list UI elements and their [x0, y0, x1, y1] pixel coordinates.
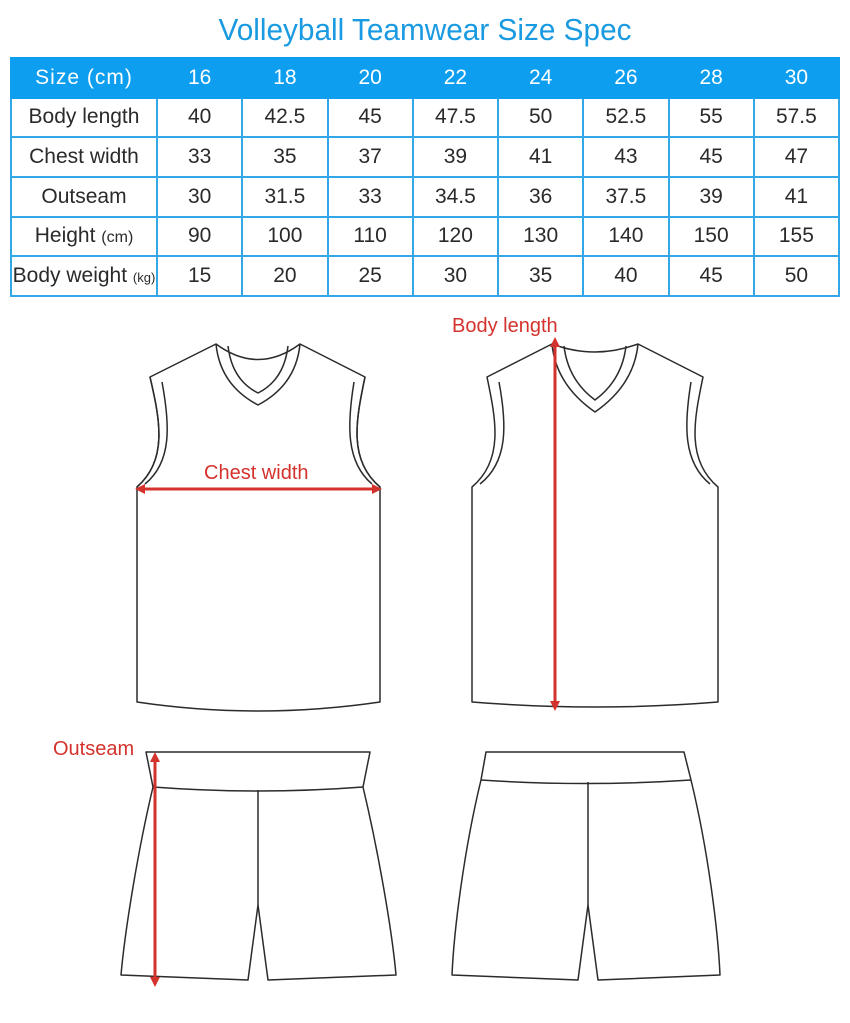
header-size: 22	[413, 58, 498, 98]
table-row	[11, 177, 839, 217]
row-label: Chest width	[11, 137, 157, 177]
row-label: Outseam	[11, 177, 157, 217]
table-cell: 52.5	[583, 98, 668, 138]
shorts-front	[121, 752, 396, 980]
garment-diagram	[0, 300, 850, 1023]
table-cell: 37.5	[583, 177, 668, 217]
outseam-label: Outseam	[53, 738, 135, 760]
header-size: 30	[754, 58, 839, 98]
table-cell: 140	[583, 217, 668, 257]
size-spec-table	[10, 57, 840, 297]
table-header-row	[11, 58, 839, 98]
table-row	[11, 256, 839, 296]
table-cell: 30	[413, 256, 498, 296]
table-cell: 41	[498, 137, 583, 177]
shorts-back	[452, 752, 720, 980]
header-size: 26	[583, 58, 668, 98]
header-size-label: Size (cm)	[11, 58, 157, 98]
table-cell: 43	[583, 137, 668, 177]
table-cell: 55	[669, 98, 754, 138]
header-size: 28	[669, 58, 754, 98]
row-label: Height (cm)	[11, 217, 157, 257]
table-cell: 35	[498, 256, 583, 296]
table-cell: 155	[754, 217, 839, 257]
table-cell: 15	[157, 256, 242, 296]
jersey-front	[137, 344, 380, 711]
table-cell: 45	[669, 137, 754, 177]
table-cell: 36	[498, 177, 583, 217]
table-row	[11, 217, 839, 257]
table-cell: 45	[669, 256, 754, 296]
table-cell: 57.5	[754, 98, 839, 138]
table-cell: 130	[498, 217, 583, 257]
table-cell: 50	[754, 256, 839, 296]
table-cell: 90	[157, 217, 242, 257]
body-length-label: Body length	[452, 315, 558, 337]
header-size: 24	[498, 58, 583, 98]
table-cell: 50	[498, 98, 583, 138]
table-cell: 31.5	[242, 177, 327, 217]
table-cell: 45	[328, 98, 413, 138]
table-cell: 34.5	[413, 177, 498, 217]
table-cell: 40	[583, 256, 668, 296]
table-cell: 35	[242, 137, 327, 177]
table-cell: 39	[669, 177, 754, 217]
table-cell: 20	[242, 256, 327, 296]
table-cell: 150	[669, 217, 754, 257]
table-cell: 41	[754, 177, 839, 217]
header-size: 16	[157, 58, 242, 98]
table-cell: 25	[328, 256, 413, 296]
table-cell: 33	[157, 137, 242, 177]
table-row	[11, 137, 839, 177]
table-cell: 47.5	[413, 98, 498, 138]
header-size: 20	[328, 58, 413, 98]
table-cell: 100	[242, 217, 327, 257]
table-cell: 110	[328, 217, 413, 257]
header-size: 18	[242, 58, 327, 98]
table-cell: 30	[157, 177, 242, 217]
jersey-back	[472, 344, 718, 707]
table-cell: 40	[157, 98, 242, 138]
table-cell: 39	[413, 137, 498, 177]
page-title: Volleyball Teamwear Size Spec	[218, 12, 632, 47]
table-cell: 33	[328, 177, 413, 217]
row-label: Body weight (kg)	[11, 256, 157, 296]
table-cell: 120	[413, 217, 498, 257]
table-row	[11, 98, 839, 138]
row-label: Body length	[11, 98, 157, 138]
table-cell: 47	[754, 137, 839, 177]
table-cell: 42.5	[242, 98, 327, 138]
chest-width-label: Chest width	[204, 462, 309, 484]
table-cell: 37	[328, 137, 413, 177]
